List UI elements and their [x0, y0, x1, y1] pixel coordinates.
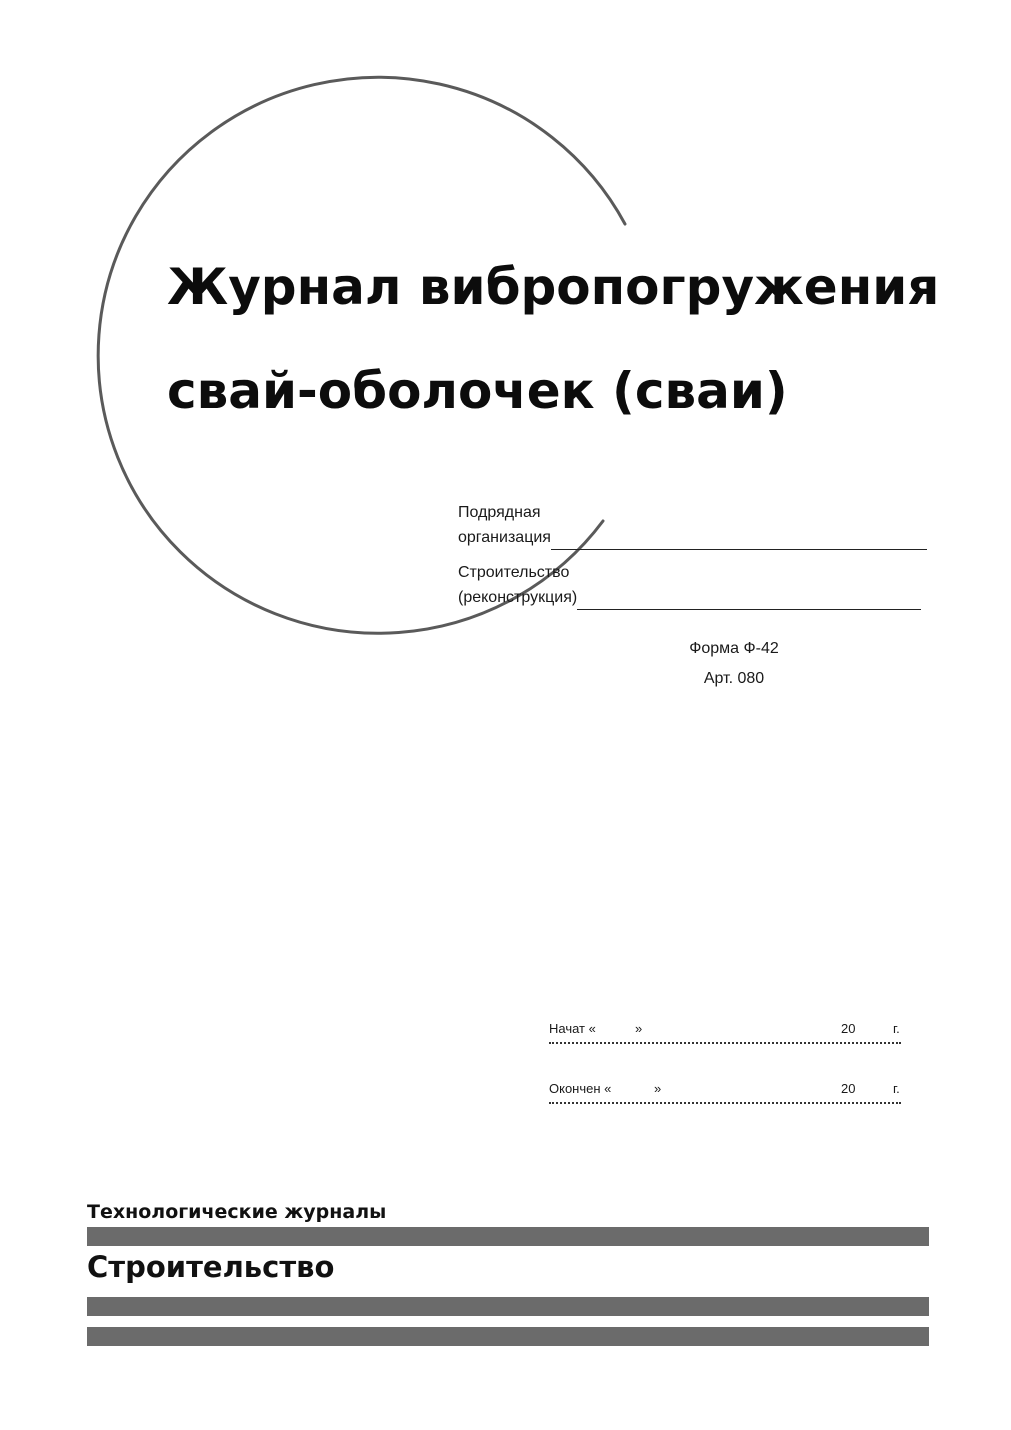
- contractor-fill-line[interactable]: [551, 531, 927, 550]
- section-title: Строительство: [87, 1250, 335, 1284]
- started-year-suffix: г.: [893, 1021, 900, 1036]
- page-title-line-1: Журнал вибропогружения: [167, 258, 940, 316]
- finished-label: Окончен «: [549, 1081, 612, 1096]
- finished-year-prefix: 20: [841, 1081, 856, 1096]
- started-label: Начат «: [549, 1021, 596, 1036]
- footer-bar-2: [87, 1297, 929, 1316]
- page-title-line-2: свай-оболочек (сваи): [167, 362, 788, 420]
- finished-close-quote: »: [654, 1081, 662, 1096]
- started-date-row[interactable]: [549, 1020, 901, 1044]
- started-close-quote: »: [635, 1021, 643, 1036]
- started-year-prefix: 20: [841, 1021, 856, 1036]
- finished-date-row[interactable]: [549, 1080, 901, 1104]
- series-title: Технологические журналы: [87, 1201, 387, 1223]
- construction-label-line2: (реконструкция): [458, 589, 578, 606]
- article-number: Арт. 080: [703, 670, 765, 687]
- footer-bar-3: [87, 1327, 929, 1346]
- footer-bar-1: [87, 1227, 929, 1246]
- form-number: Форма Ф-42: [689, 640, 779, 657]
- contractor-field: [458, 500, 927, 550]
- construction-fill-line[interactable]: [577, 591, 921, 610]
- finished-year-suffix: г.: [893, 1081, 900, 1096]
- construction-field: [458, 560, 921, 610]
- contractor-label-line2: организация: [458, 529, 551, 546]
- contractor-label-line1: Подрядная: [458, 504, 541, 521]
- construction-label-line1: Строительство: [458, 564, 570, 581]
